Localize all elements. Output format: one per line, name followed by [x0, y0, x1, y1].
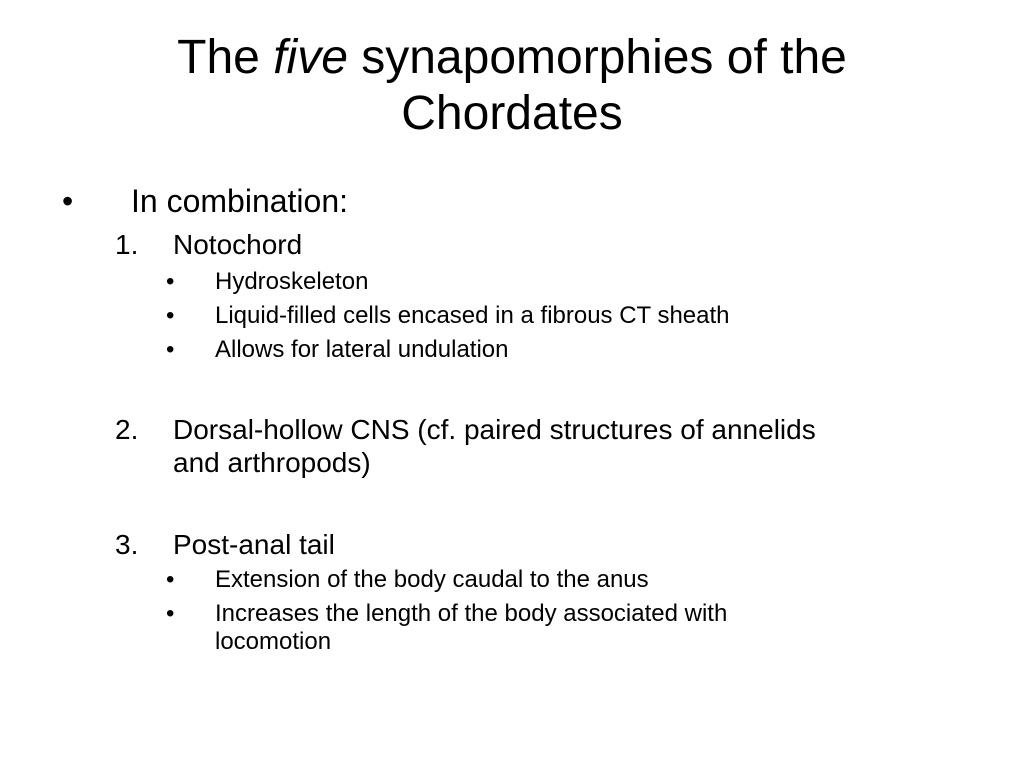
item-text: Post-anal tail	[173, 529, 335, 560]
sub-list-item-continuation	[215, 628, 995, 656]
sub-bullet-marker: •	[166, 566, 175, 593]
sub-bullet-marker: •	[166, 268, 175, 295]
title-prefix: The	[177, 31, 274, 84]
intro-bullet-item	[62, 183, 962, 219]
sub-item-text: Allows for lateral undulation	[215, 336, 509, 363]
item-text-line-2: and arthropods)	[173, 447, 371, 478]
sub-list-item	[166, 600, 996, 628]
item-text-line-1: Dorsal-hollow CNS (cf. paired structures of annelids	[173, 414, 816, 445]
sub-list-item	[166, 268, 996, 296]
list-item-dorsal-hollow-cns-continuation	[173, 446, 993, 479]
item-number: 1.	[115, 229, 139, 260]
sub-item-text-line-1: Increases the length of the body associated with	[215, 600, 728, 627]
bullet-marker: •	[62, 183, 74, 219]
sub-list-item	[166, 336, 996, 364]
sub-list-item	[166, 302, 996, 330]
intro-text: In combination:	[131, 183, 349, 219]
sub-bullet-marker: •	[166, 302, 175, 329]
title-suffix: synapomorphies of the	[347, 31, 847, 84]
sub-item-text: Hydroskeleton	[215, 268, 369, 295]
item-number: 3.	[115, 529, 139, 560]
list-item-dorsal-hollow-cns	[115, 413, 995, 446]
sub-item-text-line-2: locomotion	[215, 628, 332, 655]
sub-bullet-marker: •	[166, 336, 175, 363]
title-line-2: Chordates	[401, 87, 623, 140]
slide-title	[0, 30, 1024, 142]
title-emphasis: five	[273, 31, 348, 84]
sub-item-text: Liquid-filled cells encased in a fibrous CT sheath	[215, 302, 730, 329]
list-item-post-anal-tail	[115, 528, 995, 561]
sub-item-text: Extension of the body caudal to the anus	[215, 566, 649, 593]
sub-bullet-marker: •	[166, 600, 175, 627]
title-line-1	[0, 30, 1024, 86]
item-number: 2.	[115, 414, 139, 445]
list-item-notochord	[115, 228, 995, 261]
item-text: Notochord	[173, 229, 303, 260]
sub-list-item	[166, 566, 996, 594]
